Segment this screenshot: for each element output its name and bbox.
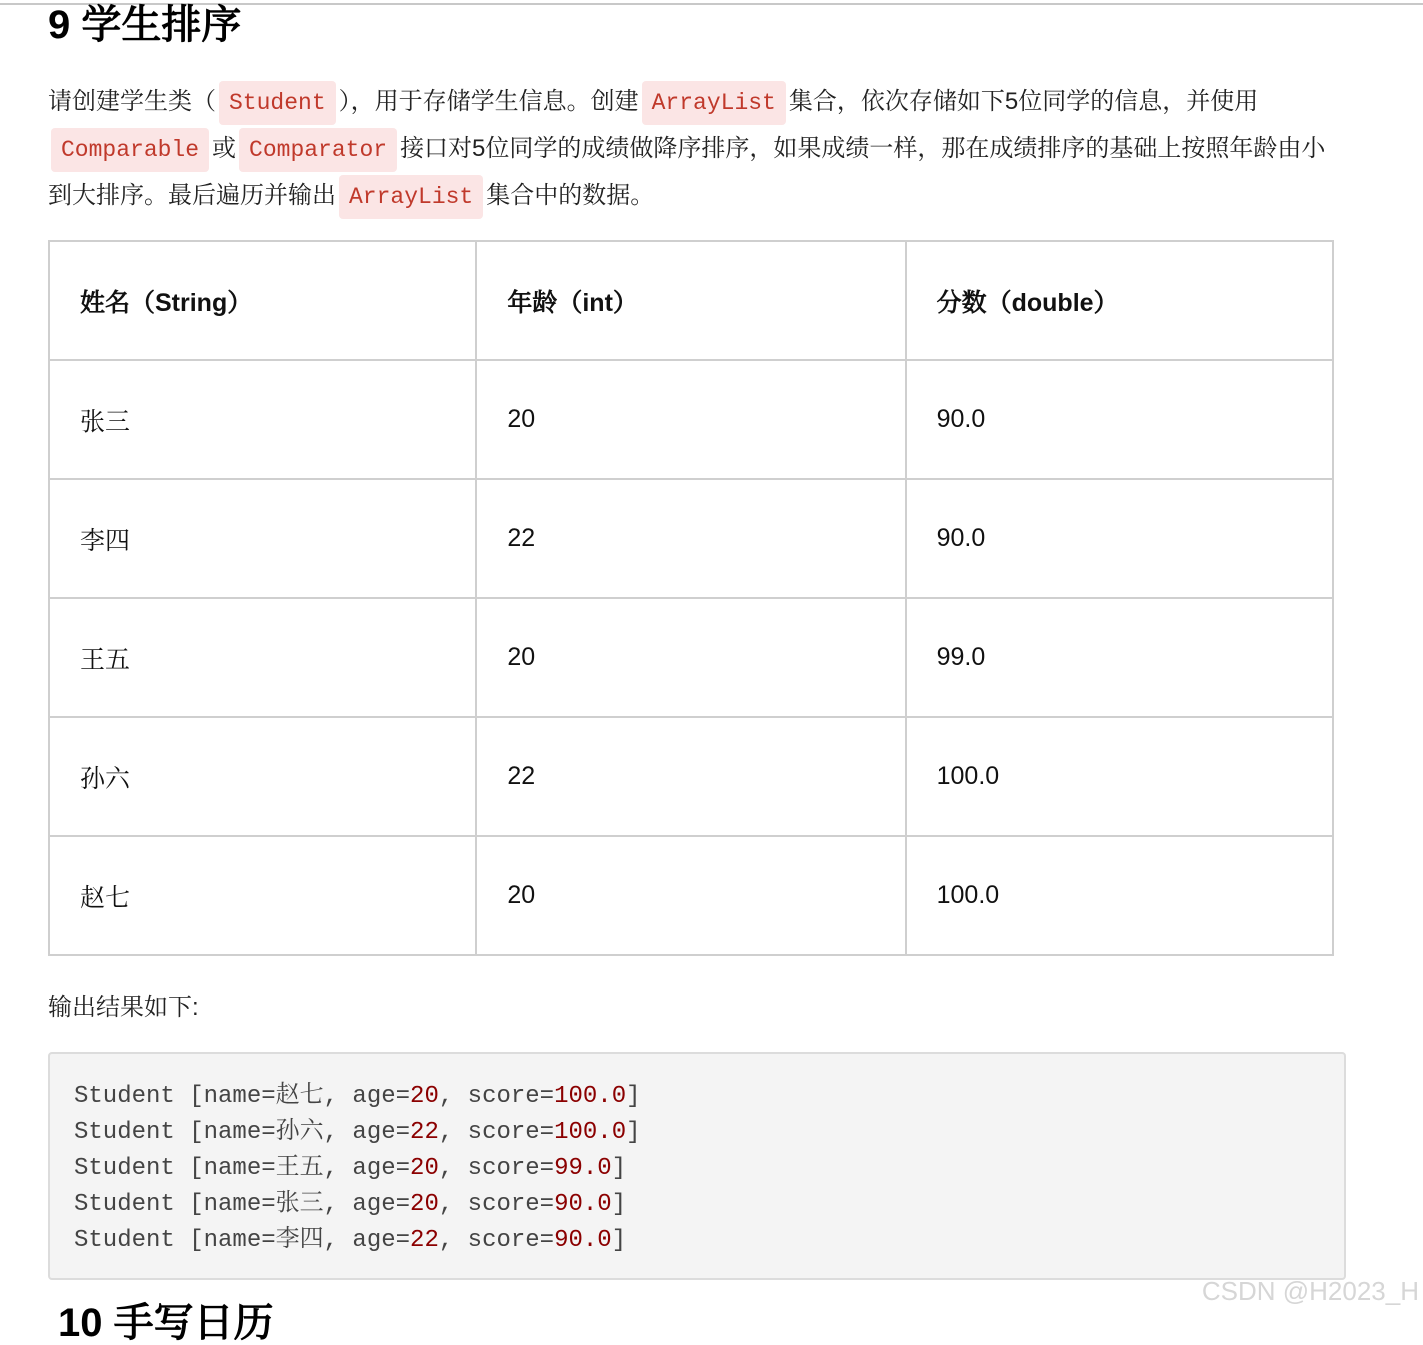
code-line: Student [name=赵七, age=20, score=100.0] — [74, 1083, 641, 1110]
intro-text-4: 或 — [212, 135, 237, 162]
cell-name: 王五 — [49, 598, 476, 717]
cell-score: 100.0 — [906, 836, 1333, 955]
header-score: 分数（double） — [906, 241, 1333, 360]
table-row — [49, 598, 1333, 717]
table-row — [49, 360, 1333, 479]
cell-age: 20 — [476, 598, 905, 717]
inline-code-arraylist: ArrayList — [642, 81, 786, 125]
table-row — [49, 479, 1333, 598]
header-age: 年龄（int） — [476, 241, 905, 360]
inline-code-comparator: Comparator — [239, 128, 397, 172]
intro-text-6: 集合中的数据。 — [486, 182, 655, 209]
section-heading: 9 学生排序 — [48, 3, 242, 47]
output-label: 输出结果如下: — [48, 994, 199, 1021]
cell-name: 张三 — [49, 360, 476, 479]
table-row — [49, 717, 1333, 836]
cell-age: 20 — [476, 360, 905, 479]
csdn-watermark: CSDN @H2023_H — [1201, 1276, 1419, 1306]
cell-age: 22 — [476, 717, 905, 836]
inline-code-comparable: Comparable — [51, 128, 209, 172]
cell-name: 孙六 — [49, 717, 476, 836]
intro-text-5: 接口对5位同学的成绩做降序排序，如果成绩一样，那在成绩排序的基础上按照年龄由小到大排序。最后遍历并输出 — [48, 135, 1326, 209]
inline-code-student: Student — [219, 81, 336, 125]
header-name: 姓名（String） — [49, 241, 476, 360]
code-line: Student [name=张三, age=20, score=90.0] — [74, 1191, 627, 1218]
cell-score: 90.0 — [906, 360, 1333, 479]
code-line: Student [name=孙六, age=22, score=100.0] — [74, 1119, 641, 1146]
next-section-heading: 10 手写日历 — [58, 1301, 274, 1345]
cell-name: 赵七 — [49, 836, 476, 955]
cell-age: 20 — [476, 836, 905, 955]
table-header-row — [49, 241, 1333, 360]
intro-text-1: 请创建学生类（ — [48, 88, 216, 115]
code-line: Student [name=王五, age=20, score=99.0] — [74, 1155, 627, 1182]
cell-score: 100.0 — [906, 717, 1333, 836]
cell-age: 22 — [476, 479, 905, 598]
intro-text-2: ），用于存储学生信息。创建 — [338, 88, 639, 115]
cell-score: 90.0 — [906, 479, 1333, 598]
intro-paragraph — [48, 79, 1348, 220]
student-table — [48, 240, 1334, 956]
inline-code-arraylist-2: ArrayList — [339, 175, 483, 219]
code-output-block[interactable] — [48, 1052, 1346, 1280]
intro-text-3: 集合，依次存储如下5位同学的信息，并使用 — [788, 88, 1259, 115]
cell-name: 李四 — [49, 479, 476, 598]
code-line: Student [name=李四, age=22, score=90.0] — [74, 1227, 627, 1254]
table-row — [49, 836, 1333, 955]
cell-score: 99.0 — [906, 598, 1333, 717]
